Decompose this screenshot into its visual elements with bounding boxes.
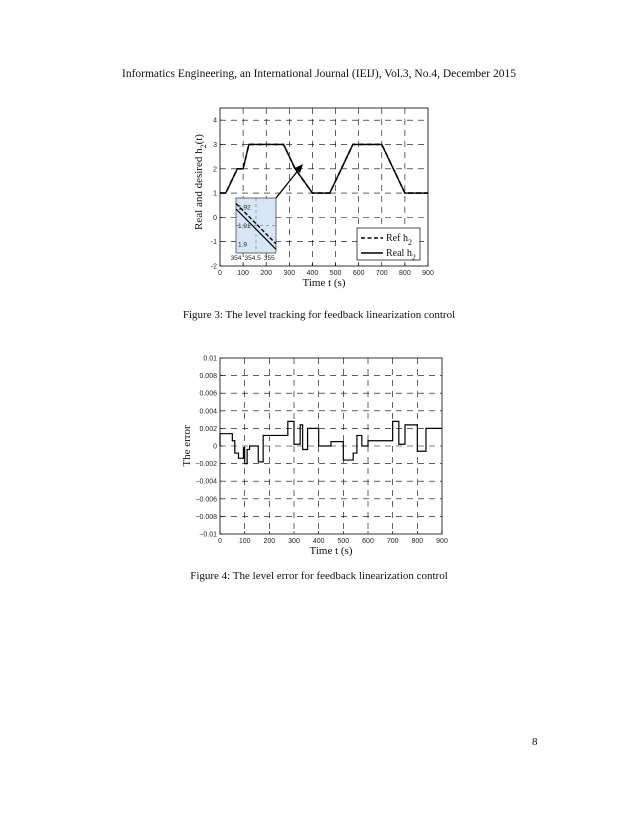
- fig3-inset-ytick-label: 1.91: [238, 223, 251, 230]
- fig4-ytick-label: 0.006: [199, 390, 217, 398]
- fig3-legend-label: Real $h_2$: [386, 248, 416, 262]
- fig4-xtick-label: 300: [288, 538, 300, 545]
- fig4-xtick-label: 700: [386, 538, 399, 545]
- fig3-xtick-label: 100: [237, 270, 249, 277]
- fig3-x-axis-label: Time t (s): [302, 277, 346, 289]
- fig3-inset-ytick-label: 1.92: [238, 204, 251, 212]
- fig3-xtick-label: 800: [399, 270, 411, 277]
- page-number: 8: [532, 736, 538, 748]
- fig4-xtick-label: 0: [218, 538, 222, 545]
- fig4-xtick-label: 600: [362, 538, 374, 545]
- fig4-xtick-label: 400: [312, 538, 325, 545]
- fig4-ytick-label: 0.01: [203, 355, 217, 363]
- fig3-inset-ytick-label: 1.9: [238, 241, 248, 249]
- fig3-ytick-label: -2: [210, 263, 217, 271]
- fig4-ytick-label: −0.006: [195, 496, 217, 504]
- fig3-ytick-label: -1: [210, 239, 217, 247]
- figure-4-level-error-chart: [0, 345, 638, 575]
- fig4-xtick-label: 500: [337, 538, 350, 545]
- fig3-ytick-label: 2: [213, 166, 217, 174]
- fig4-ytick-label: −0.004: [195, 478, 217, 486]
- fig4-ytick-label: −0.01: [199, 531, 217, 539]
- fig4-ytick-label: −0.002: [195, 461, 217, 469]
- fig3-xtick-label: 700: [375, 270, 388, 277]
- fig3-xtick-label: 500: [329, 270, 342, 277]
- fig4-xtick-label: 800: [411, 538, 424, 545]
- fig3-ytick-label: 0: [213, 214, 217, 222]
- fig4-ytick-label: 0: [213, 443, 217, 451]
- fig3-xtick-label: 200: [260, 270, 273, 277]
- fig3-ytick-label: 1: [213, 190, 217, 198]
- fig3-inset-xtick-label: 355: [263, 255, 275, 262]
- fig3-xtick-label: 0: [218, 270, 222, 277]
- fig3-xtick-label: 900: [422, 270, 434, 277]
- fig4-ytick-label: −0.008: [195, 513, 217, 521]
- fig3-inset-xtick-label: 354: [230, 255, 242, 262]
- journal-header: Informatics Engineering, an International Journal (IEIJ), Vol.3, No.4, December 2015: [122, 68, 516, 80]
- fig4-xtick-label: 200: [263, 538, 276, 545]
- fig3-xtick-label: 600: [352, 270, 365, 277]
- fig3-ytick-label: 4: [213, 117, 217, 125]
- fig4-ytick-label: 0.004: [199, 408, 217, 416]
- fig4-y-axis-label: The error: [181, 425, 193, 467]
- fig4-ytick-label: 0.002: [199, 425, 217, 433]
- fig3-y-axis-label: Real and desired $h_2(t)$: [193, 134, 208, 230]
- fig3-ytick-label: 3: [213, 141, 217, 149]
- fig4-xtick-label: 900: [436, 538, 448, 545]
- fig4-xtick-label: 100: [238, 538, 251, 545]
- fig3-legend-label: Ref $h_2$: [386, 233, 412, 247]
- fig3-xtick-label: 300: [283, 270, 296, 277]
- fig3-inset-xtick-label: 354.5: [244, 255, 261, 262]
- figure-4-caption: Figure 4: The level error for feedback linearization control: [190, 570, 448, 582]
- fig4-ytick-label: 0.008: [199, 373, 217, 381]
- fig3-xtick-label: 400: [306, 270, 319, 277]
- figure-3-caption: Figure 3: The level tracking for feedback linearization control: [182, 309, 456, 321]
- fig4-x-axis-label: Time t (s): [309, 545, 353, 557]
